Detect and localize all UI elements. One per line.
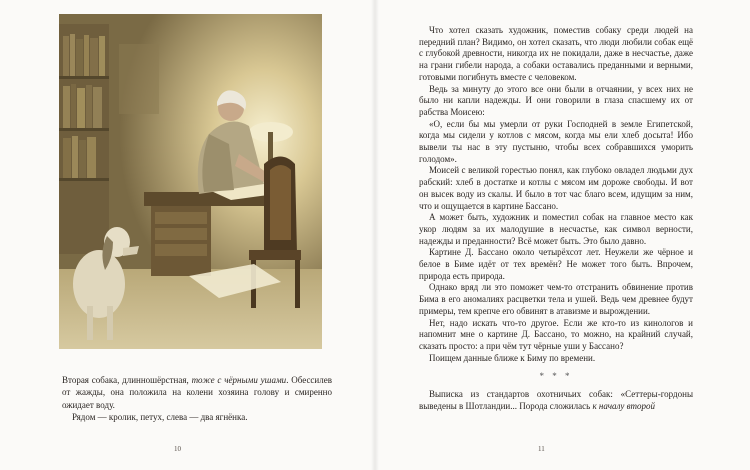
text-emphasis: к началу второй [592, 400, 655, 411]
text-paragraph: Нет, надо искать что-то другое. Если же кто-то из кинологов и напомнит мне о картине Д. Бассано, то можно, на крайний случай, сказать просто: а при чём тут чёрные уши у Бассано? [419, 317, 693, 351]
right-page-text [419, 25, 693, 413]
caption-paragraph-2: Рядом — кролик, петух, слева — два ягнёнка. [72, 411, 248, 422]
page-number-right: 11 [538, 445, 545, 453]
text-paragraph: Картине Д. Бассано около четырёхсот лет. Неужели же чёрное и белое в Биме идёт от тех времён? Не может того быть. Впрочем, природа есть природа. [419, 247, 693, 281]
text-paragraph: А может быть, художник и поместил собак на главное место как укор людям за их малодушие в несчастье, как символ верности, надежды и преданности? Всё может быть. Это было давно. [419, 212, 693, 246]
caption-paragraph: Вторая собака, длинношёрстная, тоже с чёрными ушами. Обессилев от жажды, она положила на колени хозяина голову и смиренно ожидает воду. [62, 375, 332, 410]
text-paragraph: Ведь за минуту до этого все они были в отчаянии, у всех них не было ни капли надежды. И они говорили в глаза спасшему их от рабства Моисею: [419, 83, 693, 117]
text-paragraph: Что хотел сказать художник, поместив собаку среди людей на передний план? Видимо, он хотел сказать, что люди любили собак ещё с глубокой древности, никогда их не покидали, даже в несчастье, даже на грани гибели народа, а собаки оставались преданными и верными, готовыми погибнуть вместе с человеком. [419, 25, 693, 82]
caption-emphasis: тоже с чёрными ушами [191, 375, 287, 385]
text-paragraph: Поищем данные ближе к Биму по времени. [429, 352, 596, 363]
section-separator: * * * [539, 371, 573, 382]
quote-paragraph: «О, если бы мы умерли от руки Господней в земле Египетской, когда мы сидели у котлов с мясом, когда мы ели хлеб досыта! Ибо вывели ты нас в эту пустыню, чтобы всех собравшихся уморить голодом». [419, 118, 693, 164]
illustration-caption [62, 374, 332, 423]
text-paragraph: Моисей с великой горестью понял, как глубоко овладел людьми дух рабский: хлеб в достатке и котлы с мясом им дороже свободы. И вот он высек воду из скалы. И было в тот час благо всем, идущим за ним, что и ощущается в картине Бассано. [419, 165, 693, 211]
text-paragraph: Однако вряд ли это поможет чем-то отстранить обвинение против Бима в его аномалиях расцветки тела и ушей. Ведь чем древнее будут примеры, тем крепче его обвинят в атавизме и вырождении. [419, 282, 693, 316]
page-number-left: 10 [174, 445, 181, 453]
illustration-old-man-with-dog [59, 14, 322, 349]
text-paragraph-last: Выписка из стандартов охотничьих собак: «Сеттеры-гордоны выведены в Шотландии... Порода сложилась к началу второй [419, 389, 693, 411]
